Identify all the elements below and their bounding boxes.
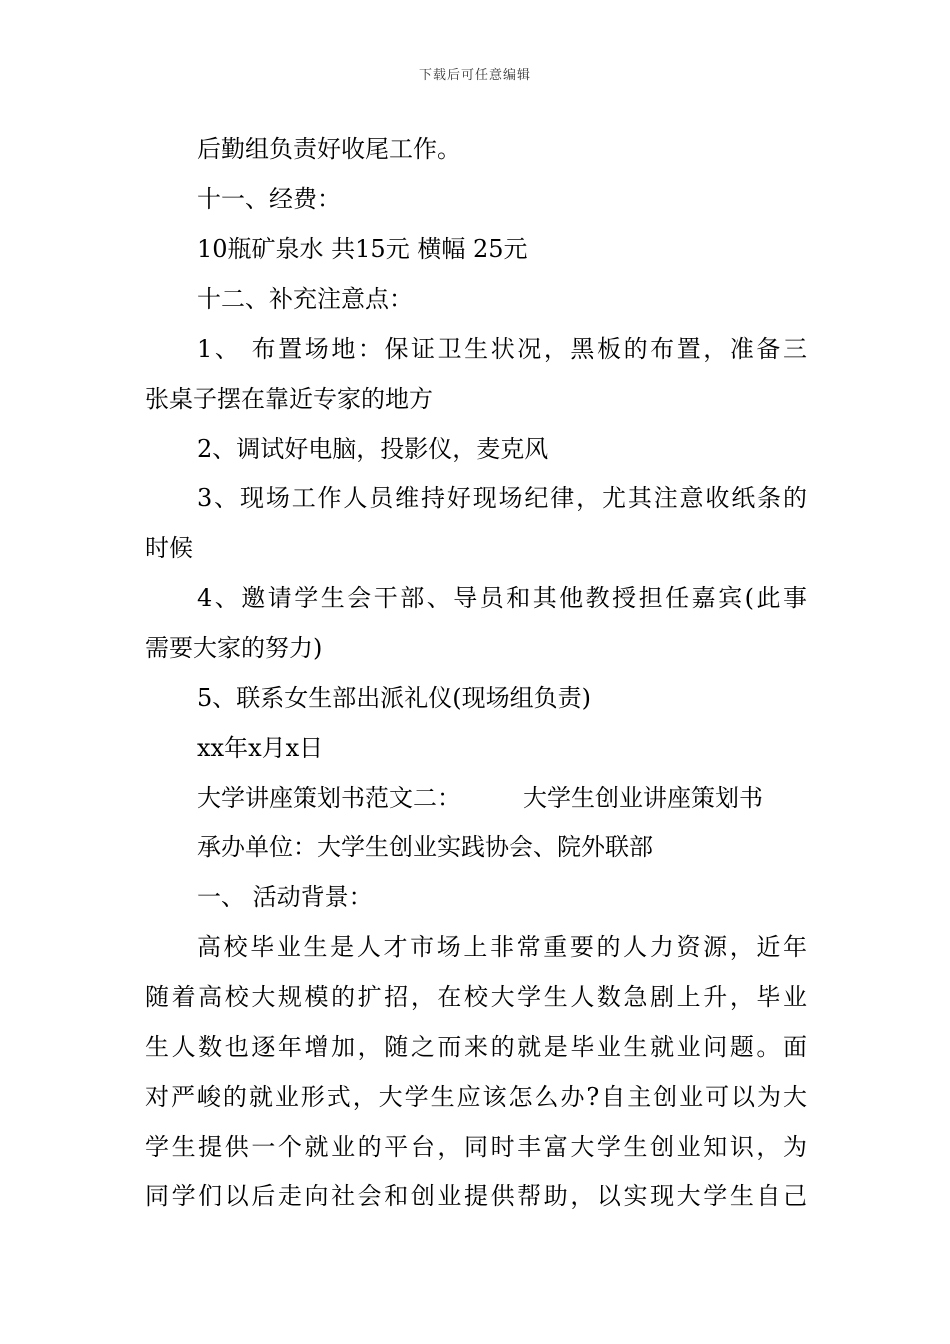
list-item-line: 需要大家的努力)	[145, 634, 323, 662]
paragraph-line: 对严峻的就业形式，大学生应该怎么办?自主创业可以为大	[145, 1083, 807, 1111]
list-item-line: 5、联系女生部出派礼仪(现场组负责)	[197, 684, 591, 712]
list-item-line: 时候	[145, 534, 193, 562]
date-line: xx年x月x日	[197, 734, 324, 762]
page-header: 下载后可任意编辑	[418, 68, 531, 83]
paragraph-line: 同学们以后走向社会和创业提供帮助，以实现大学生自己	[145, 1182, 807, 1210]
paragraph-line: 生人数也逐年增加，随之而来的就是毕业生就业问题。面	[145, 1033, 807, 1061]
title-line	[197, 781, 763, 815]
paragraph-line: 后勤组负责好收尾工作。	[197, 135, 461, 163]
document-subtitle: 大学讲座策划书范文二：	[197, 784, 461, 812]
section-heading: 十一、经费：	[197, 185, 341, 213]
list-item-line: 1、 布置场地：保证卫生状况，黑板的布置，准备三	[197, 335, 807, 363]
list-item-line: 张桌子摆在靠近专家的地方	[145, 385, 433, 413]
list-item-line: 4、邀请学生会干部、导员和其他教授担任嘉宾(此事	[197, 584, 807, 612]
list-item-line: 3、现场工作人员维持好现场纪律，尤其注意收纸条的	[197, 484, 807, 512]
list-item-line: 2、调试好电脑，投影仪，麦克风	[197, 435, 549, 463]
document-title: 大学生创业讲座策划书	[523, 784, 763, 812]
organizer-line: 承办单位：大学生创业实践协会、院外联部	[197, 833, 653, 861]
paragraph-line: 随着高校大规模的扩招，在校大学生人数急剧上升，毕业	[145, 983, 807, 1011]
paragraph-line: 高校毕业生是人才市场上非常重要的人力资源，近年	[197, 933, 807, 961]
section-heading: 十二、补充注意点：	[197, 285, 413, 313]
section-heading: 一、 活动背景：	[197, 883, 373, 911]
paragraph-line: 10瓶矿泉水 共15元 横幅 25元	[197, 235, 528, 263]
paragraph-line: 学生提供一个就业的平台，同时丰富大学生创业知识，为	[145, 1133, 807, 1161]
